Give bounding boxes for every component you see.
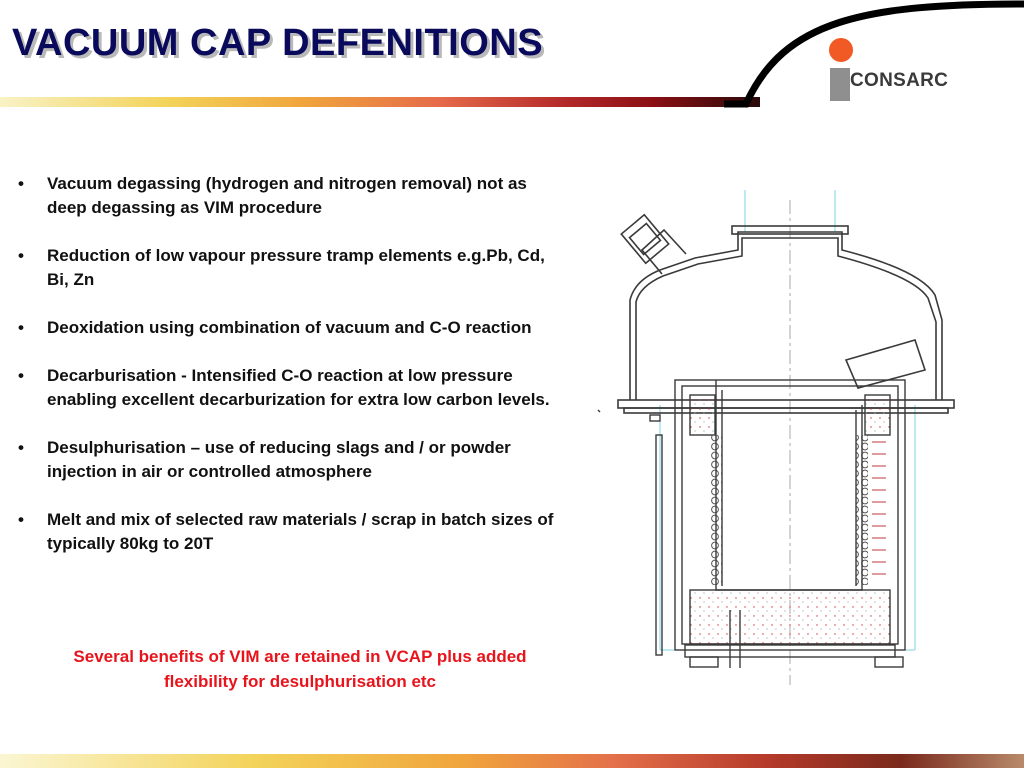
logo-dot-icon xyxy=(829,38,853,62)
bullet-item xyxy=(18,436,568,484)
bullet-text: Reduction of low vapour pressure tramp elements e.g.Pb, Cd, Bi, Zn xyxy=(47,246,545,289)
bullet-text: Melt and mix of selected raw materials / scrap in batch sizes of typically 80kg to 20T xyxy=(47,510,554,553)
bullet-dot-icon: • xyxy=(18,438,24,457)
bullet-text: Vacuum degassing (hydrogen and nitrogen removal) not as deep degassing as VIM procedure xyxy=(47,174,527,217)
slide-title: VACUUM CAP DEFENITIONS xyxy=(12,22,544,64)
bullet-text: Desulphurisation – use of reducing slags and / or powder injection in air or controlled atmosphere xyxy=(47,438,511,481)
bullet-item xyxy=(18,244,568,292)
bullet-text: Decarburisation - Intensified C-O reaction at low pressure enabling excellent decarburization for extra low carbon levels. xyxy=(47,366,550,409)
summary-note: Several benefits of VIM are retained in VCAP plus added flexibility for desulphurisation etc xyxy=(73,647,527,691)
bullet-dot-icon: • xyxy=(18,174,24,193)
bullet-item xyxy=(18,508,568,556)
logo-bar-icon xyxy=(830,68,850,101)
logo-text: CONSARC xyxy=(850,70,949,91)
vacuum-cap-furnace-drawing xyxy=(590,190,970,690)
bullet-item xyxy=(18,316,568,340)
bullet-item xyxy=(18,364,568,412)
bullet-list xyxy=(18,172,568,580)
bullet-dot-icon: • xyxy=(18,510,24,529)
bullet-item xyxy=(18,172,568,220)
bullet-text: Deoxidation using combination of vacuum and C-O reaction xyxy=(47,318,532,337)
footer-gradient-band xyxy=(0,754,1024,768)
bullet-dot-icon: • xyxy=(18,366,24,385)
bullet-dot-icon: • xyxy=(18,318,24,337)
title-underline-gradient xyxy=(0,97,760,107)
corner-arc-decoration xyxy=(724,0,1024,110)
bullet-dot-icon: • xyxy=(18,246,24,265)
